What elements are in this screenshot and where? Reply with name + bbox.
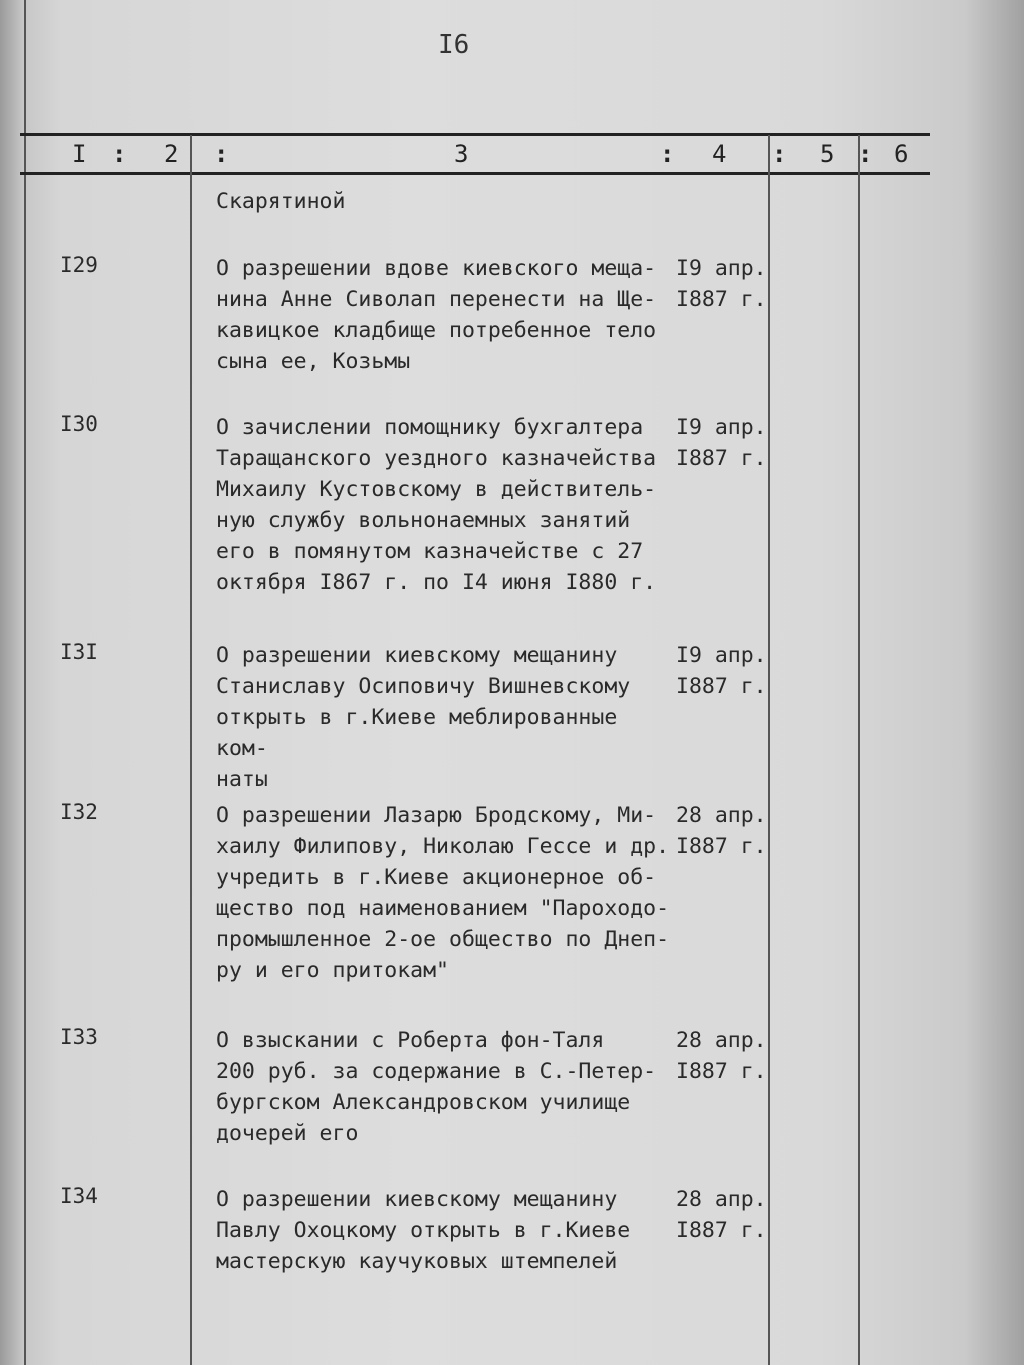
- entry-number: I29: [60, 253, 98, 277]
- column-separator: :: [660, 140, 675, 168]
- entry-number: I30: [60, 412, 98, 436]
- column-header-5: 5: [820, 140, 835, 168]
- header-top-rule: [20, 133, 930, 136]
- column-header-2: 2: [164, 140, 179, 168]
- entry-number: I34: [60, 1184, 98, 1208]
- column-divider-3: [858, 135, 860, 1365]
- column-separator: :: [858, 140, 873, 168]
- page-shadow: [964, 0, 1024, 1365]
- page-number: I6: [438, 30, 470, 60]
- entry-date: 28 апр. I887 г.: [676, 803, 767, 859]
- entry-number: I32: [60, 800, 98, 824]
- entry-text: О взыскании с Роберта фон-Таля 200 руб. за содержание в С.-Петер- бургском Александровском училище дочерей его: [216, 1028, 657, 1146]
- header-bottom-rule: [20, 172, 930, 175]
- entry-text: О разрешении киевскому мещанину Павлу Охоцкому открыть в г.Киеве мастерскую каучуковых штемпелей: [216, 1187, 631, 1274]
- entry-date: I9 апр. I887 г.: [676, 643, 767, 699]
- entry-text: О разрешении вдове киевского меща- нина Анне Сиволап перенести на Ще- кавицкое кладбище потребенное тело сына ее, Козьмы: [216, 256, 657, 374]
- column-header-6: 6: [894, 140, 909, 168]
- entry-date: 28 апр. I887 г.: [676, 1187, 767, 1243]
- entry-text: О зачислении помощнику бухгалтера Таращанского уездного казначейства Михаилу Кустовскому в действитель- ную службу вольнонаемных занятий его в помянутом казначействе с 27 октября I867 г. по I4 июня I880 г.: [216, 415, 657, 595]
- entry-date: 28 апр. I887 г.: [676, 1028, 767, 1084]
- column-header-3: 3: [454, 140, 469, 168]
- column-divider-2: [768, 135, 770, 1365]
- entry-date: I9 апр. I887 г.: [676, 415, 767, 471]
- column-separator: :: [214, 140, 229, 168]
- column-header-1: I: [72, 140, 87, 168]
- column-divider-1: [190, 135, 192, 1365]
- binding-edge: [0, 0, 26, 1365]
- column-header-4: 4: [712, 140, 727, 168]
- column-separator: :: [112, 140, 127, 168]
- entry-text: О разрешении киевскому мещанину Станиславу Осиповичу Вишневскому открыть в г.Киеве меблированные ком- наты: [216, 643, 631, 792]
- column-separator: :: [772, 140, 787, 168]
- entry-number: I3I: [60, 640, 98, 664]
- entry-date: I9 апр. I887 г.: [676, 256, 767, 312]
- entry-number: I33: [60, 1025, 98, 1049]
- continuation-text: Скарятиной: [216, 189, 346, 214]
- entry-text: О разрешении Лазарю Бродскому, Ми- хаилу Филипову, Николаю Гессе и др. учредить в г.Киеве акционерное об- щество под наименованием "Пароходо- промышленное 2-ое общество по Днеп- ру и его притокам": [216, 803, 670, 983]
